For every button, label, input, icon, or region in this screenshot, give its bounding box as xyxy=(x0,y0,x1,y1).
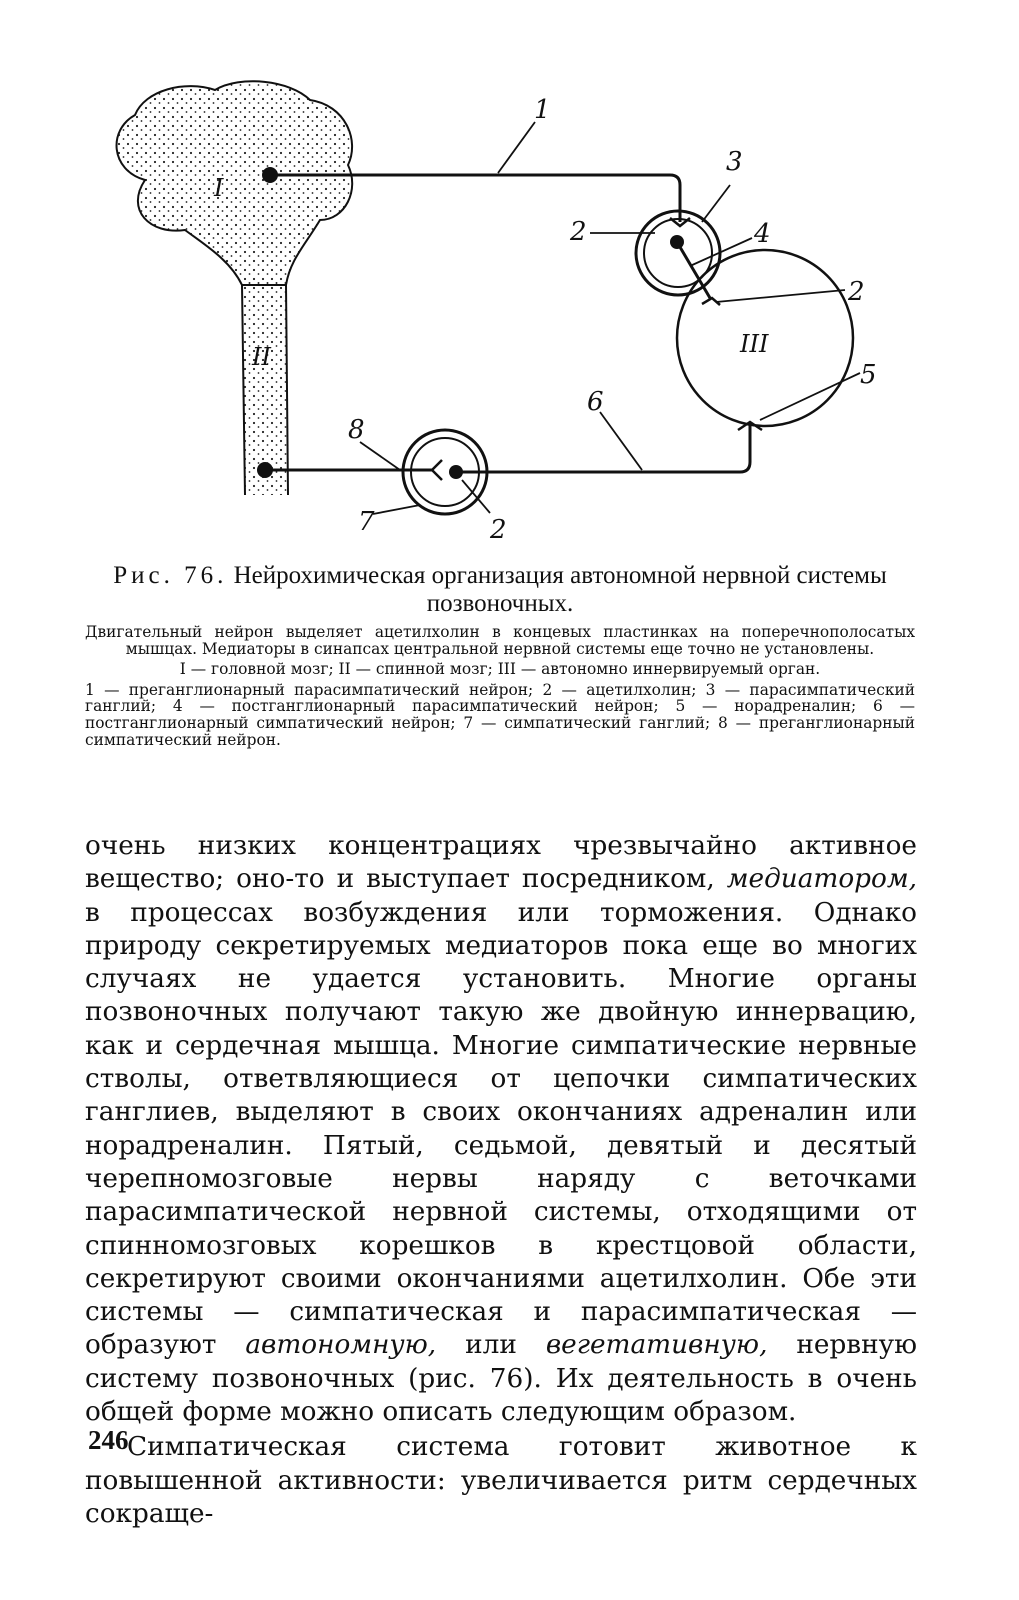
label-1: 1 xyxy=(534,95,551,125)
p1-text-2: в процессах возбуждения или торможения. Однако природу секретируемых медиаторов пока еще во многих случаях не удается установить. Многие органы позвоночных получают такую же двойную иннервацию, как и сердечная мышца. Многие симпатические нервные стволы, ответвляющиеся от цепочки симпатических ганглиев, выделяют в своих окончаниях адреналин или норадреналин. Пятый, седьмой, девятый и десятый черепномозговые нервы наряду с веточками парасимпатической нервной системы, отходящими от спинномозговых корешков в крестцовой области, секретируют своими окончаниями ацетилхолин. Обе эти системы — симпатическая и парасимпатическая — образуют xyxy=(85,897,917,1361)
paragraph-1 xyxy=(85,830,917,1429)
brain-shape xyxy=(117,81,353,285)
label-8: 8 xyxy=(348,415,365,445)
page-number: 246 xyxy=(88,1425,129,1455)
label-2-top: 2 xyxy=(570,217,587,247)
figure-caption xyxy=(85,562,915,748)
label-6: 6 xyxy=(587,387,604,417)
label-2-bottom: 2 xyxy=(490,515,507,545)
caption-description: Двигательный нейрон выделяет ацетилхолин в концевых пластинках на поперечнополосатых мышцах. Медиаторы в синапсах центральной нервной системы еще точно не установлены. xyxy=(85,623,915,658)
label-3: 3 xyxy=(726,147,743,177)
label-7: 7 xyxy=(358,507,375,537)
term-autonomous: автономную, xyxy=(245,1330,437,1361)
postganglionic-sympathetic-neuron xyxy=(456,425,750,472)
caption-title xyxy=(85,562,915,618)
label-4: 4 xyxy=(754,219,771,249)
label-spinal-cord: II xyxy=(252,343,271,371)
p1-text-1: очень низких концентрациях чрезвычайно активное вещество; оно-то и выступает посредником, xyxy=(85,831,917,895)
figure-neurochemical-diagram xyxy=(90,70,930,550)
caption-prefix: Рис. 76. xyxy=(113,562,228,589)
label-2-right: 2 xyxy=(848,277,865,307)
label-5: 5 xyxy=(860,360,877,390)
term-mediator: медиатором, xyxy=(726,864,917,895)
caption-title-text: Нейрохимическая организация автономной нервной системы позвоночных. xyxy=(233,562,887,617)
label-brain: I xyxy=(214,174,224,202)
paragraph-2: Симпатическая система готовит животное к повышенной активности: увеличивается ритм сердечных сокраще- xyxy=(85,1432,917,1529)
p1-text-4: нервную систему позвоночных (рис. 76). Их деятельность в очень общей форме можно описать следующим образом. xyxy=(85,1330,918,1428)
caption-numeric-legend: 1 — преганглионарный парасимпатический нейрон; 2 — ацетилхолин; 3 — парасимпатический ганглий; 4 — постганглионарный парасимпатический нейрон; 5 — норадреналин; 6 — постганглионарный симпатический нейрон; 7 — симпатический ганглий; 8 — преганглионарный симпатический нейрон. xyxy=(85,680,915,749)
caption-roman-legend: I — головной мозг; II — спинной мозг; III — автономно иннервируемый орган. xyxy=(179,660,821,679)
p1-text-3: или xyxy=(436,1330,546,1361)
neuron-body-spinal xyxy=(257,462,273,478)
label-organ: III xyxy=(740,330,769,358)
neuron-body-brain xyxy=(262,167,278,183)
term-vegetative: вегетативную, xyxy=(545,1330,768,1361)
body-text xyxy=(85,830,917,1531)
